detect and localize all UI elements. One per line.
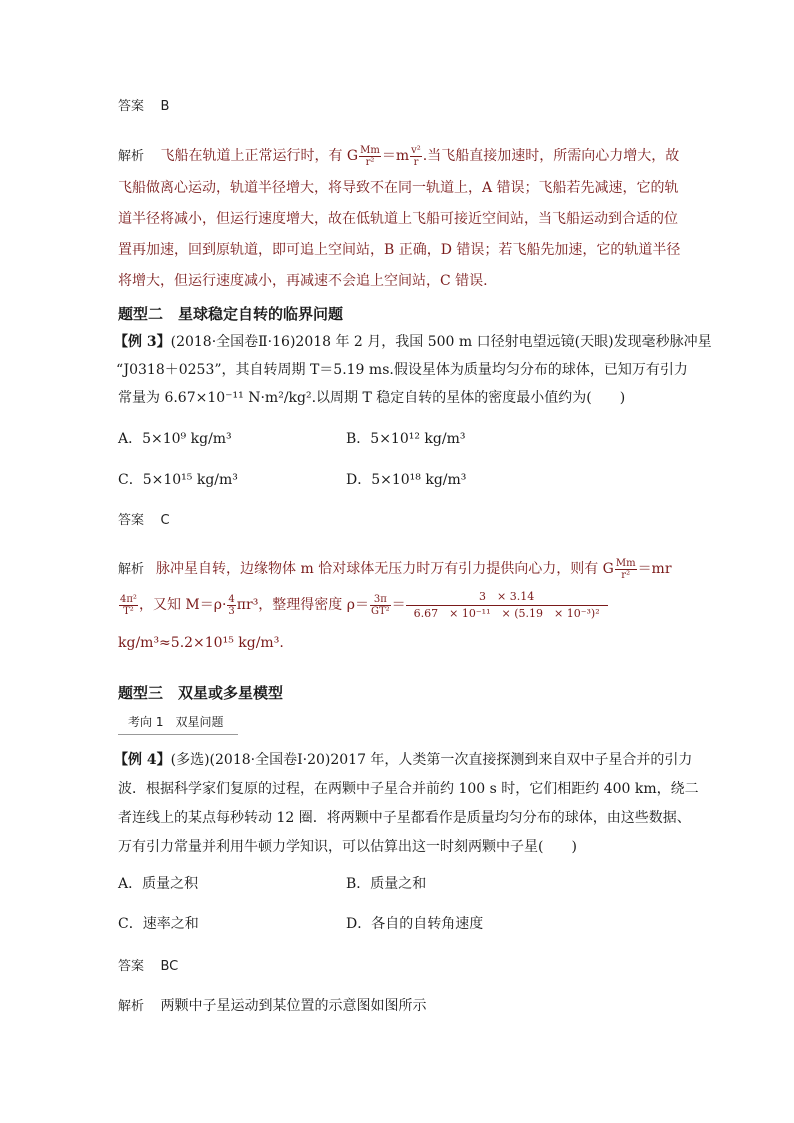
option-c: C．速率之和 <box>118 916 199 932</box>
answer-line-1 <box>118 96 688 117</box>
answer-line-4 <box>118 956 688 977</box>
fraction: $\frac{\text{v²}}{r}$ <box>411 144 421 168</box>
question-text: “J0318＋0253”，其自转周期 T＝5.19 ms.假设星体为质量均匀分布的球体，已知万有引力 <box>116 362 688 378</box>
question-text: (2018·全国卷Ⅱ·16)2018 年 2 月，我国 500 m 口径射电望远镜(天眼)发现毫秒脉冲星 <box>170 334 712 350</box>
option-b: B．5×10¹² kg/m³ <box>346 431 466 447</box>
analysis-block-1: 解析 飞船在轨道上正常运行时，有 G $\frac{Mm}{\text{r²}}$ ＝m $\frac{\text{v²}}{r}$ .当飞船直接加速时，所需向心力增大，故 飞船做离心运动，轨道半径增大，将导致不在同一轨道上，A 错误；飞船若先减速，它的轨 道半径将减小，但运行速度增大，故在低轨道上飞船可接近空间站，当飞船运动到合适的位 置再加速，回到原轨道，即可追上空间站，B 正确，D 错误；若飞船先加速，它的轨道半径 将增大，但运行速度减小，再减速不会追上空间站，C 错误. <box>118 140 688 291</box>
analysis-text: 道半径将减小，但运行速度增大，故在低轨道上飞船可接近空间站，当飞船运动到合适的位 <box>118 211 678 227</box>
analysis-text: 两颗中子星运动到某位置的示意图如图所示 <box>160 998 427 1014</box>
analysis-text: 脉冲星自转，边缘物体 m 恰对球体无压力时万有引力提供向心力，则有 G <box>156 561 614 577</box>
analysis-text: 置再加速，回到原轨道，即可追上空间站，B 正确，D 错误；若飞船先加速，它的轨道半径 <box>118 242 681 258</box>
fraction: $\frac{3\pi}{\text{GT²}}$ <box>370 593 390 617</box>
analysis-label: 解析 <box>118 149 145 164</box>
question-text: 者连线上的某点每秒转动 12 圈．将两颗中子星都看作是质量均匀分布的球体，由这些数据、 <box>118 810 691 826</box>
question-text: 万有引力常量并利用牛顿力学知识，可以估算出这一时刻两颗中子星( ) <box>118 839 577 855</box>
fraction: $\frac{Mm}{\text{r²}}$ <box>360 144 380 168</box>
answer-label: 答案 <box>118 959 145 974</box>
analysis-text: 飞船做离心运动，轨道半径增大，将导致不在同一轨道上，A 错误；飞船若先减速，它的轨 <box>118 180 679 196</box>
analysis-label: 解析 <box>118 562 145 577</box>
example-number: 【例 4】 <box>114 752 171 768</box>
option-b: B．质量之和 <box>346 876 427 892</box>
answer-value: BC <box>160 959 179 974</box>
analysis-text: 飞船在轨道上正常运行时，有 G <box>160 148 359 164</box>
analysis-block-3: 解析 脉冲星自转，边缘物体 m 恰对球体无压力时万有引力提供向心力，则有 G $\frac{Mm}{\text{r²}}$ ＝mr $\frac{\text{4π²}}{\text{T²}}$ ，又知 M＝ρ· $\frac{4}{3}$ πr³，整理得密度 ρ＝ $\frac{3\pi}{\text{GT²}}$ ＝ $\frac{3 \times 3.14}{\text{6.67 × 10⁻¹¹ × (5.19 × 10⁻³)²}}$ kg/m³≈5.2×10¹⁵ kg/m³. <box>118 553 688 653</box>
option-c: C．5×10¹⁵ kg/m³ <box>118 472 238 488</box>
question-text: (多选)(2018·全国卷Ⅰ·20)2017 年，人类第一次直接探测到来自双中子星合并的引力 <box>170 752 693 768</box>
fraction: $\frac{4}{3}$ <box>228 593 235 617</box>
answer-label: 答案 <box>118 513 145 528</box>
analysis-text: kg/m³≈5.2×10¹⁵ kg/m³. <box>118 635 284 651</box>
analysis-block-4 <box>118 996 688 1017</box>
answer-value: C <box>160 513 170 528</box>
example-3 <box>114 332 712 408</box>
analysis-text: 将增大，但运行速度减小，再减速不会追上空间站，C 错误. <box>118 273 488 289</box>
question-text: 波．根据科学家们复原的过程，在两颗中子星合并前约 100 s 时，它们相距约 400 km，绕二 <box>118 781 699 797</box>
fraction: $\frac{3 \times 3.14}{\text{6.67 × 10⁻¹¹ × (5.19 × 10⁻³)²}}$ <box>406 589 608 622</box>
subsection-tag-label: 考向 1 双星问题 <box>128 715 224 729</box>
section-heading: 题型二 星球稳定自转的临界问题 <box>118 305 344 323</box>
answer-line-3 <box>118 510 688 531</box>
option-a: A．5×10⁹ kg/m³ <box>118 431 232 447</box>
answer-value: B <box>160 99 170 114</box>
question-text: 常量为 6.67×10⁻¹¹ N·m²/kg².以周期 T 稳定自转的星体的密度最小值约为( ) <box>118 390 626 406</box>
example-4 <box>114 750 699 857</box>
example-number: 【例 3】 <box>114 334 171 350</box>
option-a: A．质量之积 <box>118 876 199 892</box>
subsection-tag <box>118 712 238 735</box>
analysis-label: 解析 <box>118 999 145 1014</box>
fraction: $\frac{\text{4π²}}{\text{T²}}$ <box>120 593 137 617</box>
option-d: D．5×10¹⁸ kg/m³ <box>346 472 467 488</box>
option-d: D．各自的自转角速度 <box>346 916 484 932</box>
answer-label: 答案 <box>118 99 145 114</box>
section-heading: 题型三 双星或多星模型 <box>118 684 284 702</box>
fraction: $\frac{Mm}{\text{r²}}$ <box>615 557 636 581</box>
